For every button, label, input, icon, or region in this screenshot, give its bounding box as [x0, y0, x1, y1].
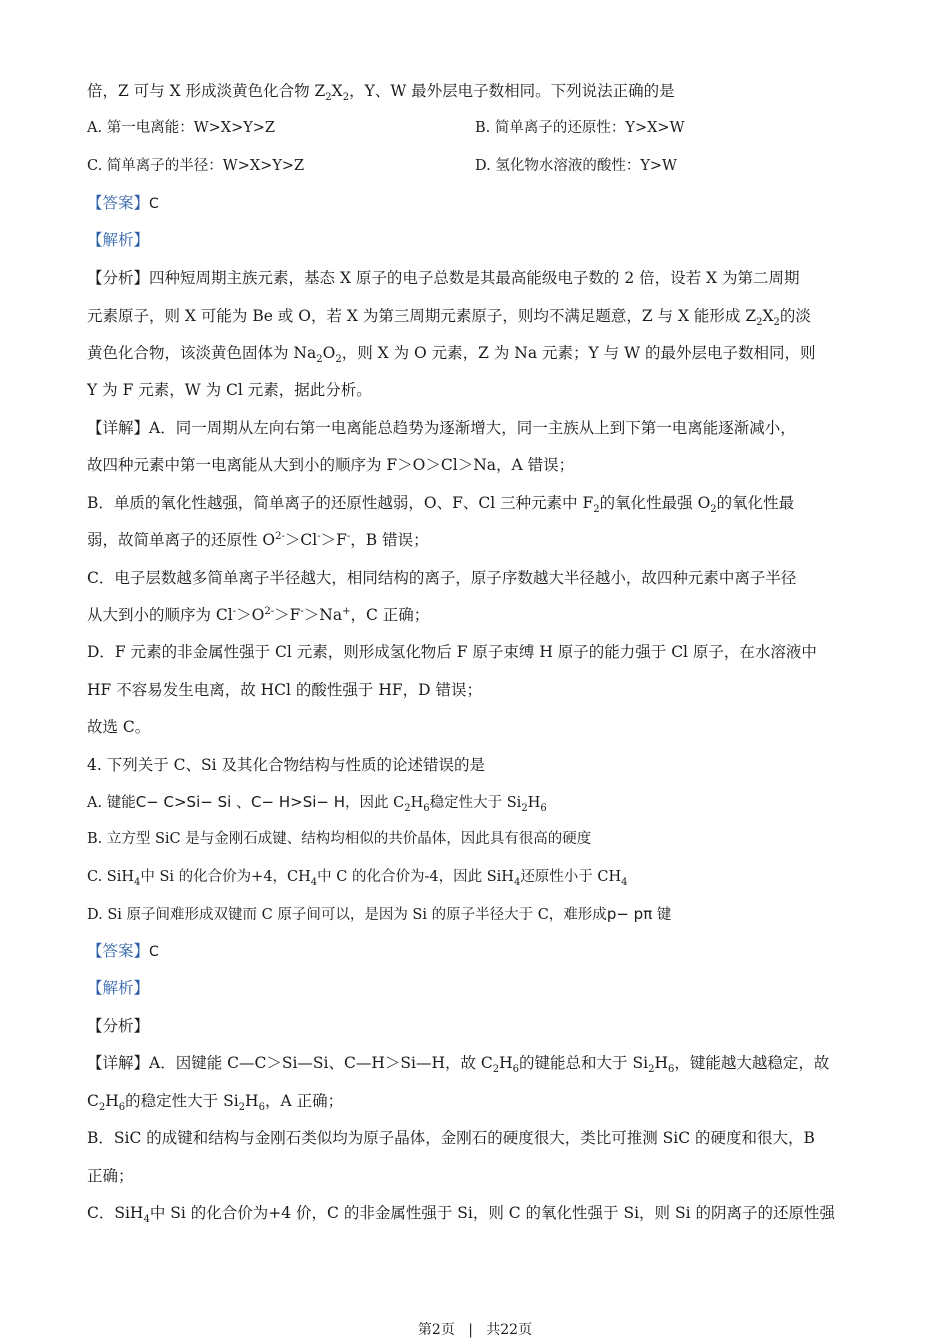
text-line: B．单质的氧化性越强，简单离子的还原性越弱，O、F、Cl 三种元素中 $F_2$的氧化性最强 $O_2$的氧化性最 [87, 494, 795, 516]
answer-line [87, 192, 877, 215]
text-line: $C_2H_6$的稳定性大于 $Si_2H_6$，A 正确； [87, 1092, 344, 1114]
text-line: 【详解】A．因键能 C—C＞Si—Si、C—H＞Si—H，故 $C_2H_6$的键能总和大于 $Si_2H_6$，键能越大越稳定，故 [87, 1054, 830, 1076]
option-row [87, 155, 877, 177]
option-a: A. 第一电离能：W>X>Y>Z [87, 120, 276, 136]
text-line: C．电子层数越多简单离子半径越大，相同结构的离子，原子序数越大半径越小，故四种元素中离子半径 [87, 569, 797, 587]
text-line: 故四种元素中第一电离能从大到小的顺序为 F＞O＞Cl＞Na，A 错误； [87, 456, 575, 474]
fenxi-heading: 【分析】 [87, 1017, 150, 1035]
text-line: C．SiH$_4$中 Si 的化合价为+4 价，C 的非金属性强于 Si，则 C 的氧化性强于 Si，则 Si 的阴离子的还原性强 [87, 1204, 835, 1226]
text-line: 【分析】四种短周期主族元素，基态 X 原子的电子总数是其最高能级电子数的 2 倍，设若 X 为第二周期 [87, 269, 800, 287]
text-line: 倍，Z 可与 X 形成淡黄色化合物 $Z_2X_2$，Y、W 最外层电子数相同。下列说法正确的是 [87, 82, 675, 104]
analysis-heading: 【解析】 [87, 979, 150, 997]
xiangjie-tag: 【详解】 [87, 419, 150, 437]
text-line: 弱，故简单离子的还原性 $O^{2-}>Cl^->F^-$，B 错误； [87, 530, 429, 549]
text-line: D．F 元素的非金属性强于 Cl 元素，则形成氢化物后 F 原子束缚 H 原子的能力强于 Cl 原子，在水溶液中 [87, 643, 817, 661]
answer-value: C [149, 196, 159, 212]
option-a: A. 键能C− C>Si− Si 、C− H>Si− H，因此 $C_2H_6$稳定性大于 $Si_2H_6$ [87, 793, 547, 814]
analysis-heading: 【解析】 [87, 231, 150, 249]
text-line: 从大到小的顺序为 $Cl^->O^{2-}>F^->Na^+$，C 正确； [87, 605, 430, 624]
page-footer [0, 1321, 950, 1339]
option-row [87, 117, 877, 139]
option-c: C. 简单离子的半径：W>X>Y>Z [87, 158, 305, 174]
text-line: 黄色化合物，该淡黄色固体为 $Na_2O_2$，则 X 为 O 元素，Z 为 Na 元素；Y 与 W 的最外层电子数相同，则 [87, 344, 816, 366]
xiangjie-tag: 【详解】 [87, 1054, 150, 1072]
option-b: B. 简单离子的还原性：Y>X>W [475, 120, 685, 136]
text-line: B．SiC 的成键和结构与金刚石类似均为原子晶体，金刚石的硬度很大，类比可推测 SiC 的硬度和很大，B [87, 1129, 815, 1147]
p-p-pi-formula: p− pπ [606, 905, 653, 923]
page-total: 共22页 [486, 1322, 533, 1338]
text-line: 故选 C。 [87, 718, 151, 736]
answer-value: C [149, 944, 159, 960]
option-d: D. Si 原子间难形成双键而 C 原子间可以，是因为 Si 的原子半径大于 C，难形成p− pπ 键 [87, 905, 672, 923]
answer-tag: 【答案】 [87, 942, 150, 960]
text-line: Y 为 F 元素，W 为 Cl 元素，据此分析。 [87, 381, 372, 399]
bond-energy-formula: C− C>Si− Si 、C− H>Si− H [135, 793, 346, 811]
question-stem: 4. 下列关于 C、Si 及其化合物结构与性质的论述错误的是 [87, 756, 486, 774]
text-line: 正确； [87, 1167, 134, 1185]
answer-tag: 【答案】 [87, 194, 150, 212]
text-line: HF 不容易发生电离，故 HCl 的酸性强于 HF，D 错误； [87, 681, 482, 699]
fenxi-tag: 【分析】 [87, 269, 150, 287]
text-line: 元素原子，则 X 可能为 Be 或 O，若 X 为第三周期元素原子，则均不满足题意，Z 与 X 能形成 $Z_2X_2$的淡 [87, 307, 811, 329]
text-line: 【详解】A．同一周期从左向右第一电离能总趋势为逐渐增大，同一主族从上到下第一电离能逐渐减小， [87, 419, 796, 437]
answer-line [87, 940, 877, 963]
page-number: 第2页 [417, 1322, 455, 1338]
footer-separator: | [468, 1322, 473, 1338]
option-b: B. 立方型 SiC 是与金刚石成键、结构均相似的共价晶体，因此具有很高的硬度 [87, 831, 592, 847]
option-c: C. SiH$_4$中 Si 的化合价为+4，$CH_4$中 C 的化合价为-4，因此 SiH$_4$还原性小于 $CH_4$ [87, 869, 628, 888]
option-d: D. 氢化物水溶液的酸性：Y>W [475, 158, 677, 174]
